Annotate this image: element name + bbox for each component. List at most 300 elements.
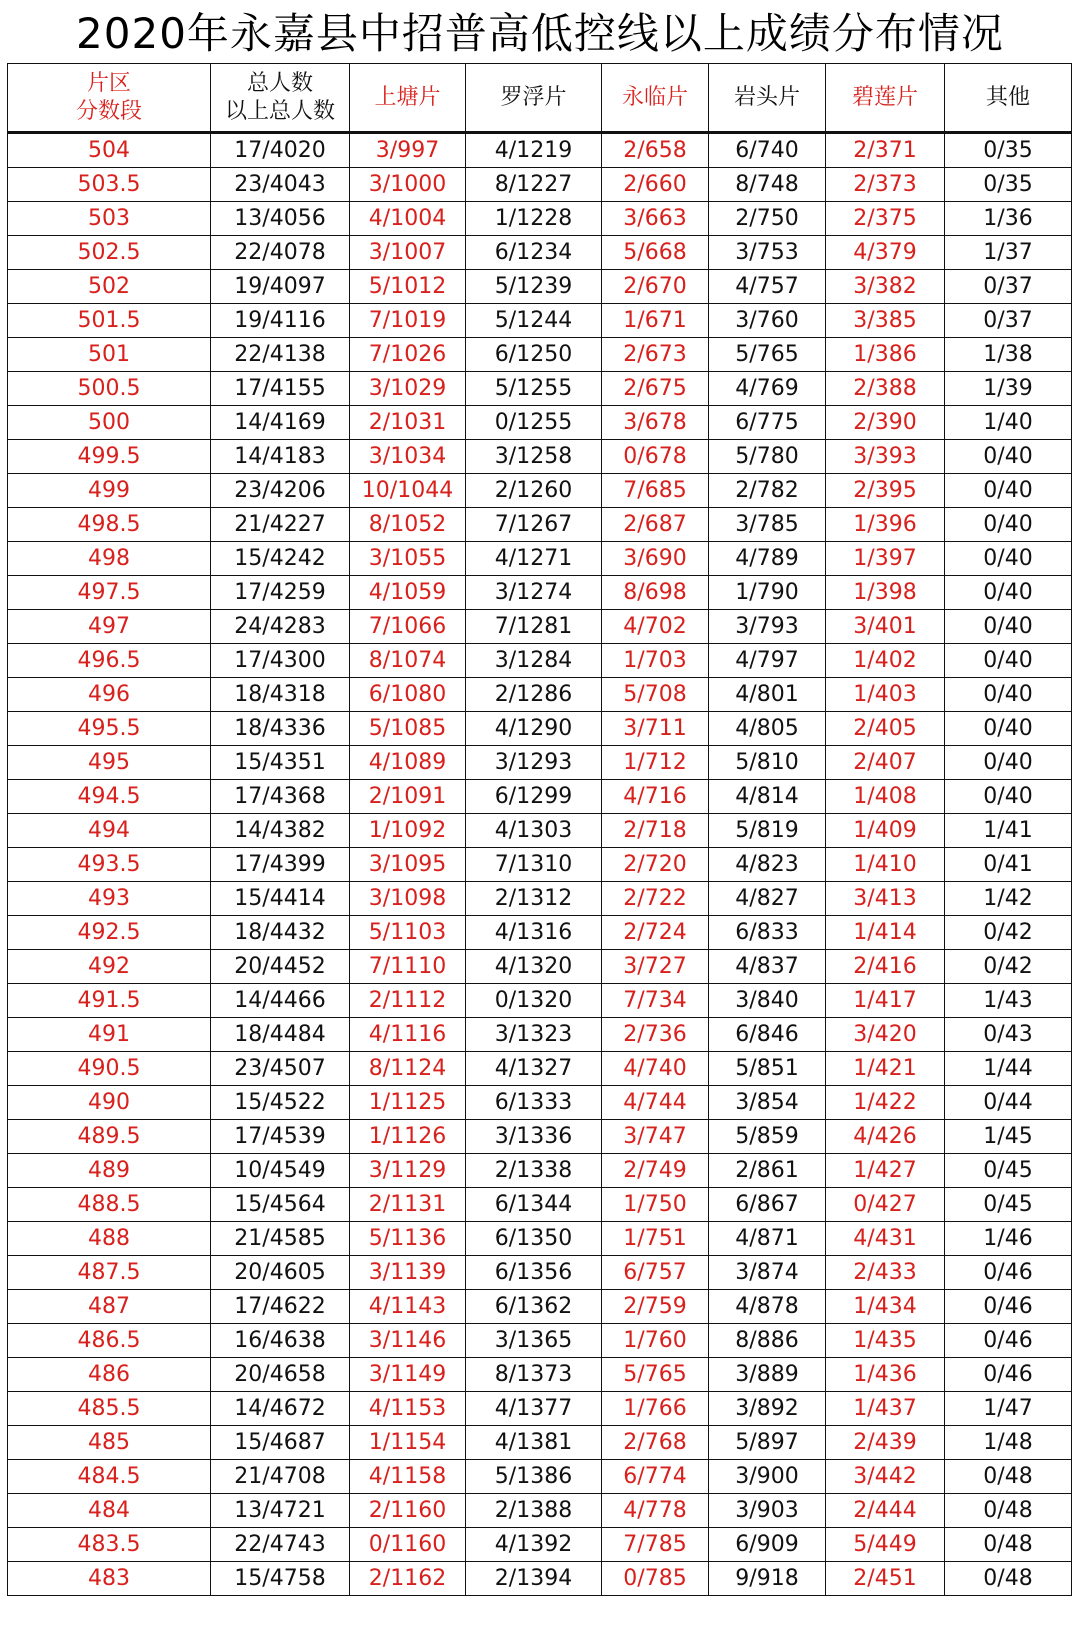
table-row (8, 1018, 1072, 1052)
cell-luofu: 6/1234 (466, 236, 602, 270)
cell-shangtang: 2/1112 (350, 984, 466, 1018)
cell-score: 490.5 (8, 1052, 211, 1086)
cell-score: 491 (8, 1018, 211, 1052)
cell-shangtang: 4/1004 (350, 202, 466, 236)
cell-yantou: 5/765 (709, 338, 826, 372)
cell-luofu: 6/1250 (466, 338, 602, 372)
cell-yantou: 6/867 (709, 1188, 826, 1222)
cell-score: 496.5 (8, 644, 211, 678)
cell-other: 0/37 (945, 304, 1072, 338)
cell-luofu: 6/1362 (466, 1290, 602, 1324)
cell-other: 0/48 (945, 1562, 1072, 1596)
table-row (8, 168, 1072, 202)
cell-other: 0/40 (945, 610, 1072, 644)
cell-other: 0/40 (945, 508, 1072, 542)
cell-other: 1/37 (945, 236, 1072, 270)
cell-total: 15/4522 (211, 1086, 350, 1120)
cell-score: 484 (8, 1494, 211, 1528)
cell-yantou: 4/801 (709, 678, 826, 712)
cell-bilian: 2/433 (826, 1256, 945, 1290)
cell-score: 500 (8, 406, 211, 440)
cell-total: 18/4336 (211, 712, 350, 746)
cell-total: 22/4138 (211, 338, 350, 372)
cell-yonglin: 2/768 (602, 1426, 709, 1460)
cell-score: 493.5 (8, 848, 211, 882)
cell-total: 15/4687 (211, 1426, 350, 1460)
cell-other: 1/36 (945, 202, 1072, 236)
table-row (8, 1528, 1072, 1562)
cell-yantou: 3/785 (709, 508, 826, 542)
cell-shangtang: 5/1085 (350, 712, 466, 746)
cell-bilian: 3/393 (826, 440, 945, 474)
cell-shangtang: 3/1055 (350, 542, 466, 576)
cell-total: 15/4351 (211, 746, 350, 780)
cell-score: 497.5 (8, 576, 211, 610)
table-row (8, 406, 1072, 440)
cell-shangtang: 4/1143 (350, 1290, 466, 1324)
cell-total: 14/4382 (211, 814, 350, 848)
cell-shangtang: 4/1153 (350, 1392, 466, 1426)
cell-yonglin: 1/671 (602, 304, 709, 338)
cell-bilian: 2/407 (826, 746, 945, 780)
cell-other: 0/40 (945, 440, 1072, 474)
table-row (8, 916, 1072, 950)
cell-total: 14/4183 (211, 440, 350, 474)
cell-luofu: 2/1338 (466, 1154, 602, 1188)
cell-score: 501 (8, 338, 211, 372)
cell-other: 0/42 (945, 950, 1072, 984)
cell-total: 23/4206 (211, 474, 350, 508)
table-row (8, 1154, 1072, 1188)
header-shangtang: 上塘片 (350, 64, 466, 133)
cell-yantou: 6/740 (709, 133, 826, 168)
cell-yonglin: 3/727 (602, 950, 709, 984)
cell-yantou: 3/900 (709, 1460, 826, 1494)
cell-shangtang: 8/1052 (350, 508, 466, 542)
cell-shangtang: 3/1146 (350, 1324, 466, 1358)
table-header-row (8, 64, 1072, 133)
table-row (8, 304, 1072, 338)
table-row (8, 984, 1072, 1018)
cell-shangtang: 3/1000 (350, 168, 466, 202)
cell-total: 17/4622 (211, 1290, 350, 1324)
table-row (8, 712, 1072, 746)
cell-total: 17/4368 (211, 780, 350, 814)
score-distribution-table (7, 63, 1072, 1596)
cell-yonglin: 3/690 (602, 542, 709, 576)
cell-yantou: 4/814 (709, 780, 826, 814)
cell-shangtang: 4/1116 (350, 1018, 466, 1052)
header-total: 总人数 以上总人数 (211, 64, 350, 133)
header-yantou: 岩头片 (709, 64, 826, 133)
cell-yonglin: 4/702 (602, 610, 709, 644)
cell-shangtang: 2/1091 (350, 780, 466, 814)
cell-score: 487.5 (8, 1256, 211, 1290)
cell-yantou: 4/823 (709, 848, 826, 882)
table-row (8, 576, 1072, 610)
table-row (8, 1188, 1072, 1222)
cell-luofu: 4/1320 (466, 950, 602, 984)
cell-yonglin: 2/687 (602, 508, 709, 542)
cell-yonglin: 7/734 (602, 984, 709, 1018)
cell-other: 0/48 (945, 1528, 1072, 1562)
cell-luofu: 1/1228 (466, 202, 602, 236)
cell-yonglin: 3/663 (602, 202, 709, 236)
table-row (8, 1086, 1072, 1120)
cell-luofu: 4/1381 (466, 1426, 602, 1460)
cell-shangtang: 7/1026 (350, 338, 466, 372)
cell-luofu: 8/1373 (466, 1358, 602, 1392)
cell-total: 14/4169 (211, 406, 350, 440)
cell-total: 22/4743 (211, 1528, 350, 1562)
table-row (8, 780, 1072, 814)
cell-luofu: 6/1333 (466, 1086, 602, 1120)
cell-luofu: 7/1281 (466, 610, 602, 644)
table-row (8, 1120, 1072, 1154)
cell-other: 0/41 (945, 848, 1072, 882)
cell-yonglin: 1/760 (602, 1324, 709, 1358)
cell-bilian: 5/449 (826, 1528, 945, 1562)
cell-shangtang: 7/1066 (350, 610, 466, 644)
table-row (8, 440, 1072, 474)
cell-score: 499 (8, 474, 211, 508)
cell-total: 17/4399 (211, 848, 350, 882)
header-district-score: 片区 分数段 (8, 64, 211, 133)
cell-bilian: 1/414 (826, 916, 945, 950)
cell-yonglin: 1/712 (602, 746, 709, 780)
cell-bilian: 1/403 (826, 678, 945, 712)
cell-luofu: 3/1293 (466, 746, 602, 780)
cell-yonglin: 3/678 (602, 406, 709, 440)
cell-score: 503 (8, 202, 211, 236)
cell-score: 486 (8, 1358, 211, 1392)
cell-total: 20/4452 (211, 950, 350, 984)
cell-shangtang: 4/1089 (350, 746, 466, 780)
cell-total: 16/4638 (211, 1324, 350, 1358)
cell-bilian: 2/388 (826, 372, 945, 406)
cell-yonglin: 1/766 (602, 1392, 709, 1426)
cell-bilian: 1/436 (826, 1358, 945, 1392)
cell-other: 1/48 (945, 1426, 1072, 1460)
cell-score: 498.5 (8, 508, 211, 542)
cell-yonglin: 2/749 (602, 1154, 709, 1188)
cell-yantou: 5/819 (709, 814, 826, 848)
table-row (8, 950, 1072, 984)
cell-shangtang: 8/1074 (350, 644, 466, 678)
cell-other: 1/44 (945, 1052, 1072, 1086)
cell-score: 497 (8, 610, 211, 644)
cell-score: 499.5 (8, 440, 211, 474)
cell-score: 486.5 (8, 1324, 211, 1358)
cell-total: 18/4432 (211, 916, 350, 950)
cell-score: 483 (8, 1562, 211, 1596)
table-row (8, 542, 1072, 576)
cell-luofu: 4/1327 (466, 1052, 602, 1086)
header-bilian: 碧莲片 (826, 64, 945, 133)
table-row (8, 678, 1072, 712)
cell-bilian: 1/408 (826, 780, 945, 814)
cell-total: 15/4564 (211, 1188, 350, 1222)
cell-bilian: 1/386 (826, 338, 945, 372)
cell-yantou: 5/780 (709, 440, 826, 474)
cell-yonglin: 6/774 (602, 1460, 709, 1494)
cell-yantou: 3/889 (709, 1358, 826, 1392)
cell-total: 17/4300 (211, 644, 350, 678)
cell-bilian: 1/398 (826, 576, 945, 610)
cell-other: 0/45 (945, 1154, 1072, 1188)
cell-yonglin: 5/765 (602, 1358, 709, 1392)
cell-shangtang: 3/1029 (350, 372, 466, 406)
cell-yantou: 4/837 (709, 950, 826, 984)
cell-yantou: 4/878 (709, 1290, 826, 1324)
cell-score: 493 (8, 882, 211, 916)
cell-shangtang: 3/1129 (350, 1154, 466, 1188)
cell-luofu: 6/1350 (466, 1222, 602, 1256)
cell-yantou: 8/886 (709, 1324, 826, 1358)
cell-total: 13/4056 (211, 202, 350, 236)
cell-luofu: 5/1244 (466, 304, 602, 338)
table-row (8, 1392, 1072, 1426)
cell-luofu: 5/1255 (466, 372, 602, 406)
cell-other: 0/35 (945, 168, 1072, 202)
table-row (8, 610, 1072, 644)
cell-yantou: 1/790 (709, 576, 826, 610)
cell-other: 0/40 (945, 780, 1072, 814)
cell-yonglin: 2/736 (602, 1018, 709, 1052)
cell-yantou: 3/854 (709, 1086, 826, 1120)
cell-luofu: 6/1344 (466, 1188, 602, 1222)
cell-score: 492 (8, 950, 211, 984)
cell-shangtang: 7/1110 (350, 950, 466, 984)
cell-shangtang: 1/1125 (350, 1086, 466, 1120)
cell-luofu: 8/1227 (466, 168, 602, 202)
cell-bilian: 2/439 (826, 1426, 945, 1460)
table-row (8, 133, 1072, 168)
table-row (8, 1358, 1072, 1392)
cell-bilian: 3/401 (826, 610, 945, 644)
cell-yantou: 4/827 (709, 882, 826, 916)
cell-yonglin: 5/708 (602, 678, 709, 712)
table-row (8, 270, 1072, 304)
table-row (8, 474, 1072, 508)
cell-other: 1/43 (945, 984, 1072, 1018)
cell-yonglin: 1/703 (602, 644, 709, 678)
cell-luofu: 6/1299 (466, 780, 602, 814)
table-row (8, 1256, 1072, 1290)
cell-score: 504 (8, 133, 211, 168)
cell-score: 501.5 (8, 304, 211, 338)
cell-bilian: 2/373 (826, 168, 945, 202)
cell-bilian: 1/402 (826, 644, 945, 678)
cell-yantou: 3/793 (709, 610, 826, 644)
cell-yonglin: 4/716 (602, 780, 709, 814)
cell-luofu: 4/1316 (466, 916, 602, 950)
cell-score: 496 (8, 678, 211, 712)
cell-other: 0/43 (945, 1018, 1072, 1052)
cell-total: 13/4721 (211, 1494, 350, 1528)
cell-bilian: 0/427 (826, 1188, 945, 1222)
cell-score: 494.5 (8, 780, 211, 814)
cell-score: 490 (8, 1086, 211, 1120)
cell-yantou: 5/810 (709, 746, 826, 780)
cell-bilian: 3/413 (826, 882, 945, 916)
cell-score: 494 (8, 814, 211, 848)
cell-shangtang: 5/1012 (350, 270, 466, 304)
table-row (8, 236, 1072, 270)
cell-yonglin: 2/724 (602, 916, 709, 950)
cell-luofu: 4/1377 (466, 1392, 602, 1426)
cell-yantou: 3/874 (709, 1256, 826, 1290)
cell-yonglin: 4/778 (602, 1494, 709, 1528)
cell-yantou: 6/909 (709, 1528, 826, 1562)
cell-score: 483.5 (8, 1528, 211, 1562)
cell-shangtang: 2/1031 (350, 406, 466, 440)
cell-bilian: 1/427 (826, 1154, 945, 1188)
table-row (8, 508, 1072, 542)
cell-total: 19/4116 (211, 304, 350, 338)
cell-luofu: 7/1267 (466, 508, 602, 542)
cell-luofu: 4/1271 (466, 542, 602, 576)
cell-bilian: 3/385 (826, 304, 945, 338)
cell-total: 10/4549 (211, 1154, 350, 1188)
table-row (8, 1460, 1072, 1494)
cell-other: 0/45 (945, 1188, 1072, 1222)
cell-yonglin: 6/757 (602, 1256, 709, 1290)
cell-score: 488.5 (8, 1188, 211, 1222)
cell-luofu: 3/1336 (466, 1120, 602, 1154)
cell-yantou: 4/769 (709, 372, 826, 406)
cell-score: 488 (8, 1222, 211, 1256)
cell-yantou: 8/748 (709, 168, 826, 202)
cell-other: 1/40 (945, 406, 1072, 440)
cell-other: 0/46 (945, 1358, 1072, 1392)
cell-shangtang: 1/1092 (350, 814, 466, 848)
cell-score: 485 (8, 1426, 211, 1460)
cell-score: 502.5 (8, 236, 211, 270)
cell-yonglin: 3/747 (602, 1120, 709, 1154)
cell-bilian: 1/434 (826, 1290, 945, 1324)
cell-yantou: 2/750 (709, 202, 826, 236)
cell-score: 502 (8, 270, 211, 304)
header-other: 其他 (945, 64, 1072, 133)
cell-total: 17/4155 (211, 372, 350, 406)
cell-luofu: 2/1388 (466, 1494, 602, 1528)
cell-luofu: 6/1356 (466, 1256, 602, 1290)
cell-bilian: 1/417 (826, 984, 945, 1018)
cell-score: 485.5 (8, 1392, 211, 1426)
cell-shangtang: 3/1034 (350, 440, 466, 474)
cell-other: 0/48 (945, 1494, 1072, 1528)
cell-bilian: 2/375 (826, 202, 945, 236)
cell-yantou: 5/897 (709, 1426, 826, 1460)
cell-luofu: 2/1394 (466, 1562, 602, 1596)
cell-other: 1/39 (945, 372, 1072, 406)
cell-bilian: 1/397 (826, 542, 945, 576)
cell-bilian: 4/431 (826, 1222, 945, 1256)
cell-yonglin: 2/722 (602, 882, 709, 916)
cell-bilian: 4/426 (826, 1120, 945, 1154)
cell-bilian: 1/410 (826, 848, 945, 882)
cell-other: 0/40 (945, 474, 1072, 508)
cell-other: 1/45 (945, 1120, 1072, 1154)
cell-bilian: 2/405 (826, 712, 945, 746)
cell-bilian: 1/421 (826, 1052, 945, 1086)
cell-luofu: 0/1320 (466, 984, 602, 1018)
cell-luofu: 3/1274 (466, 576, 602, 610)
cell-yonglin: 0/785 (602, 1562, 709, 1596)
cell-shangtang: 6/1080 (350, 678, 466, 712)
table-row (8, 1222, 1072, 1256)
cell-score: 498 (8, 542, 211, 576)
cell-yonglin: 2/718 (602, 814, 709, 848)
cell-other: 0/46 (945, 1256, 1072, 1290)
cell-yantou: 2/861 (709, 1154, 826, 1188)
cell-yonglin: 2/673 (602, 338, 709, 372)
cell-bilian: 2/390 (826, 406, 945, 440)
cell-luofu: 3/1258 (466, 440, 602, 474)
cell-total: 21/4227 (211, 508, 350, 542)
cell-yonglin: 3/711 (602, 712, 709, 746)
cell-yantou: 6/833 (709, 916, 826, 950)
cell-shangtang: 5/1136 (350, 1222, 466, 1256)
cell-shangtang: 1/1154 (350, 1426, 466, 1460)
cell-yonglin: 2/720 (602, 848, 709, 882)
cell-yantou: 3/892 (709, 1392, 826, 1426)
cell-score: 489 (8, 1154, 211, 1188)
cell-luofu: 2/1286 (466, 678, 602, 712)
cell-yonglin: 1/751 (602, 1222, 709, 1256)
cell-shangtang: 7/1019 (350, 304, 466, 338)
cell-other: 0/48 (945, 1460, 1072, 1494)
cell-other: 0/40 (945, 712, 1072, 746)
cell-score: 503.5 (8, 168, 211, 202)
cell-yonglin: 1/750 (602, 1188, 709, 1222)
cell-total: 23/4507 (211, 1052, 350, 1086)
cell-other: 0/40 (945, 576, 1072, 610)
cell-total: 21/4585 (211, 1222, 350, 1256)
cell-yonglin: 4/744 (602, 1086, 709, 1120)
cell-other: 1/38 (945, 338, 1072, 372)
cell-yantou: 2/782 (709, 474, 826, 508)
cell-bilian: 4/379 (826, 236, 945, 270)
cell-other: 0/42 (945, 916, 1072, 950)
cell-total: 17/4020 (211, 133, 350, 168)
cell-yonglin: 0/678 (602, 440, 709, 474)
cell-yonglin: 2/660 (602, 168, 709, 202)
cell-other: 1/46 (945, 1222, 1072, 1256)
cell-luofu: 2/1260 (466, 474, 602, 508)
table-body (8, 133, 1072, 1596)
cell-total: 15/4414 (211, 882, 350, 916)
cell-shangtang: 3/1098 (350, 882, 466, 916)
cell-bilian: 3/382 (826, 270, 945, 304)
cell-shangtang: 3/1095 (350, 848, 466, 882)
cell-yantou: 4/797 (709, 644, 826, 678)
cell-score: 492.5 (8, 916, 211, 950)
cell-bilian: 2/451 (826, 1562, 945, 1596)
table-row (8, 1290, 1072, 1324)
cell-bilian: 1/409 (826, 814, 945, 848)
cell-yonglin: 2/675 (602, 372, 709, 406)
table-row (8, 202, 1072, 236)
cell-shangtang: 2/1162 (350, 1562, 466, 1596)
cell-score: 487 (8, 1290, 211, 1324)
table-row (8, 1426, 1072, 1460)
cell-total: 18/4484 (211, 1018, 350, 1052)
cell-yantou: 4/789 (709, 542, 826, 576)
cell-yonglin: 2/759 (602, 1290, 709, 1324)
cell-score: 489.5 (8, 1120, 211, 1154)
